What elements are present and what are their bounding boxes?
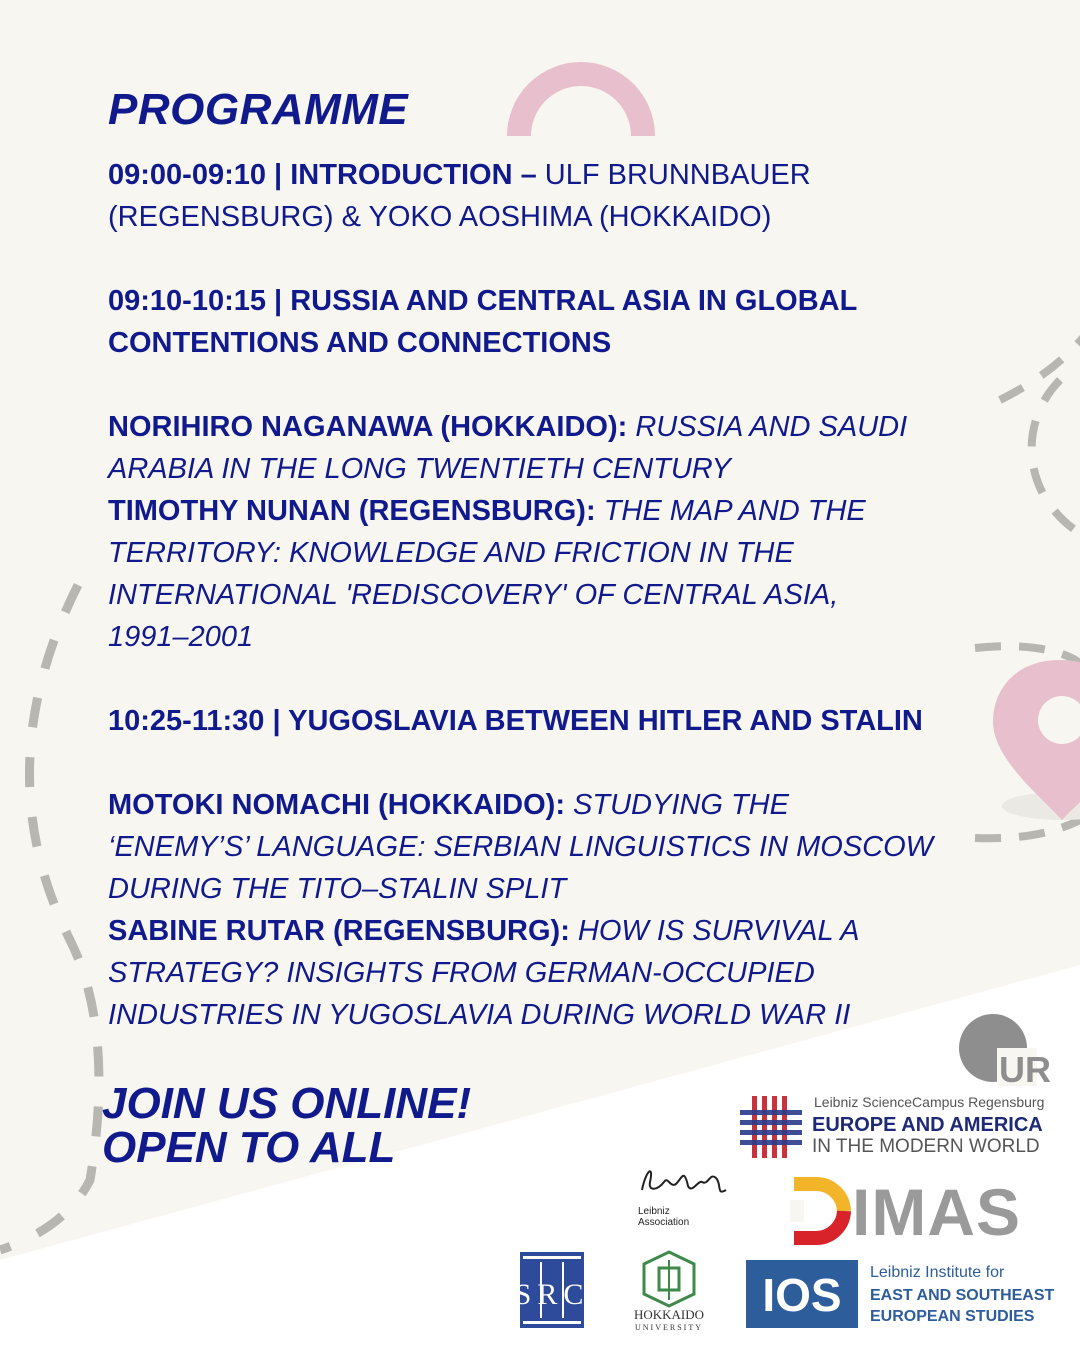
intro-line-1 bbox=[108, 154, 968, 196]
talk-title: THE MAP AND THE bbox=[603, 495, 866, 527]
intro-line-2: (REGENSBURG) & YOKO AOSHIMA (HOKKAIDO) bbox=[108, 201, 772, 233]
leibniz-signature-icon bbox=[636, 1160, 731, 1204]
hokkaido-text: HOKKAIDO UNIVERSITY bbox=[633, 1307, 705, 1332]
session-1 bbox=[108, 280, 968, 658]
dimas-logo bbox=[790, 1175, 1055, 1249]
campus-big-text: EUROPE AND AMERICA bbox=[812, 1114, 1043, 1136]
ios-logo bbox=[746, 1260, 1061, 1330]
talk-speaker: SABINE RUTAR (REGENSBURG): bbox=[108, 915, 570, 947]
talk-title: STUDYING THE bbox=[573, 789, 789, 821]
campus-sub-text: IN THE MODERN WORLD bbox=[812, 1136, 1040, 1157]
talk-rutar bbox=[108, 910, 968, 1036]
intro-time-title: 09:00-09:10 | INTRODUCTION – bbox=[108, 159, 537, 191]
session-1-title-line-1: 09:10-10:15 | RUSSIA AND CENTRAL ASIA IN GLOBAL bbox=[108, 285, 858, 317]
session-1-title-line-2: CONTENTIONS AND CONNECTIONS bbox=[108, 327, 612, 359]
ios-line-1: Leibniz Institute for bbox=[870, 1264, 1005, 1281]
dashed-trail-top-right bbox=[1000, 330, 1080, 530]
programme-heading: PROGRAMME bbox=[108, 85, 409, 134]
ios-line-3: EUROPEAN STUDIES bbox=[870, 1308, 1035, 1325]
src-text: SRC bbox=[514, 1278, 590, 1311]
talk-title-cont: TERRITORY: KNOWLEDGE AND FRICTION IN THE bbox=[108, 537, 794, 569]
talk-title: HOW IS SURVIVAL A bbox=[577, 915, 860, 947]
join-online-cta bbox=[102, 1079, 472, 1172]
leibniz-assoc-text: Leibniz Association bbox=[638, 1206, 690, 1228]
ios-badge bbox=[746, 1260, 858, 1328]
src-emblem-icon bbox=[514, 1252, 590, 1328]
programme-section bbox=[108, 80, 968, 1036]
campus-small-text: Leibniz ScienceCampus Regensburg bbox=[814, 1094, 1045, 1110]
dimas-text: IMAS bbox=[852, 1175, 1021, 1249]
talk-title-cont: ‘ENEMY’S’ LANGUAGE: SERBIAN LINGUISTICS IN MOSCOW bbox=[108, 831, 934, 863]
intro-speakers: ULF BRUNNBAUER bbox=[544, 159, 811, 191]
intro-item bbox=[108, 154, 968, 238]
talk-title-cont: DURING THE TITO–STALIN SPLIT bbox=[108, 873, 567, 905]
talk-title-cont: INTERNATIONAL 'REDISCOVERY' OF CENTRAL ASIA, bbox=[108, 579, 839, 611]
ur-logo-icon bbox=[955, 1012, 1060, 1090]
talk-speaker: NORIHIRO NAGANAWA (HOKKAIDO): bbox=[108, 411, 628, 443]
leibniz-association-logo bbox=[636, 1160, 731, 1230]
university-regensburg-logo bbox=[955, 1012, 1060, 1090]
cta-line-1: JOIN US ONLINE! bbox=[102, 1079, 472, 1128]
ios-line-2: EAST AND SOUTHEAST bbox=[870, 1287, 1055, 1304]
talk-speaker: MOTOKI NOMACHI (HOKKAIDO): bbox=[108, 789, 565, 821]
hokkaido-university-logo bbox=[624, 1250, 714, 1335]
ur-logo-text: UR bbox=[999, 1049, 1051, 1090]
talk-title-cont: ARABIA IN THE LONG TWENTIETH CENTURY bbox=[108, 453, 732, 485]
hokkaido-crest-icon bbox=[624, 1250, 714, 1308]
session-2-title: 10:25-11:30 | YUGOSLAVIA BETWEEN HITLER AND STALIN bbox=[108, 705, 923, 737]
talk-speaker: TIMOTHY NUNAN (REGENSBURG): bbox=[108, 495, 596, 527]
leibniz-sciencecampus-logo bbox=[738, 1092, 1058, 1162]
talk-title: RUSSIA AND SAUDI bbox=[635, 411, 908, 443]
crosshatch-emblem-icon bbox=[738, 1092, 808, 1162]
talk-title-cont: INDUSTRIES IN YUGOSLAVIA DURING WORLD WAR II bbox=[108, 999, 851, 1031]
dimas-d-icon bbox=[790, 1180, 848, 1242]
cta-line-2: OPEN TO ALL bbox=[102, 1123, 396, 1172]
talk-title-cont: STRATEGY? INSIGHTS FROM GERMAN-OCCUPIED bbox=[108, 957, 815, 989]
session-2 bbox=[108, 700, 968, 1036]
talk-title-cont: 1991–2001 bbox=[108, 621, 254, 653]
talk-nomachi bbox=[108, 784, 968, 910]
dashed-trail-left bbox=[0, 585, 99, 1250]
talk-nunan bbox=[108, 490, 968, 658]
ios-badge-text: IOS bbox=[762, 1269, 842, 1321]
src-logo bbox=[514, 1252, 590, 1328]
talk-naganawa bbox=[108, 406, 968, 490]
